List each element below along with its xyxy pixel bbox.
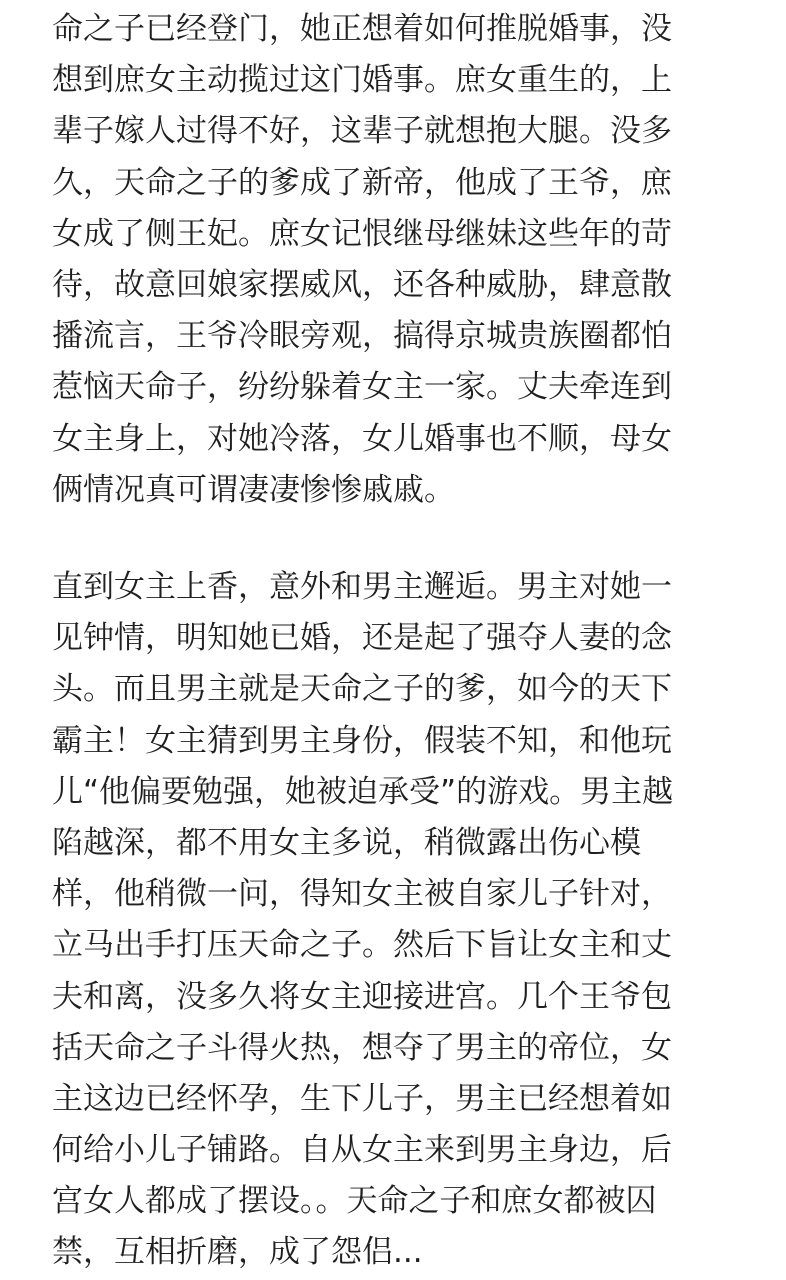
text-line: 俩情况真可谓凄凄惨惨戚戚。	[52, 471, 455, 508]
text-line: 禁，互相折磨，成了怨侣...	[52, 1234, 423, 1271]
text-line: 女成了侧王妃。庶女记恨继母继妹这些年的苛	[52, 215, 672, 252]
text-line: 括天命之子斗得火热，想夺了男主的帝位，女	[52, 1029, 672, 1066]
text-line: 久，天命之子的爹成了新帝，他成了王爷，庶	[52, 164, 672, 201]
text-line: 直到女主上香，意外和男主邂逅。男主对她一	[52, 569, 672, 605]
text-line: 见钟情，明知她已婚，还是起了强夺人妻的念	[52, 620, 672, 657]
text-line: 辈子嫁人过得不好，这辈子就想抱大腿。没多	[52, 113, 672, 150]
text-line: 想到庶女主动揽过这门婚事。庶女重生的，上	[52, 62, 672, 99]
text-line: 待，故意回娘家摆威风，还各种威胁，肆意散	[52, 266, 672, 303]
text-line: 播流言，王爷冷眼旁观，搞得京城贵族圈都怕	[52, 318, 672, 355]
text-line: 主这边已经怀孕，生下儿子，男主已经想着如	[52, 1080, 672, 1117]
text-line: 头。而且男主就是天命之子的爹，如今的天下	[52, 671, 672, 708]
text-line: 女主身上，对她冷落，女儿婚事也不顺，母女	[52, 420, 672, 457]
text-line: 宫女人都成了摆设。。天命之子和庶女都被囚	[52, 1183, 657, 1220]
text-line: 陷越深，都不用女主多说，稍微露出伤心模	[52, 824, 641, 861]
text-line: 何给小儿子铺路。自从女主来到男主身边，后	[52, 1132, 672, 1169]
text-line: 立马出手打压天命之子。然后下旨让女主和丈	[52, 927, 672, 964]
paragraph-1	[52, 4, 672, 516]
text-line: 儿“他偏要勉强，她被迫承受”的游戏。男主越	[52, 773, 674, 810]
text-line: 夫和离，没多久将女主迎接进宫。几个王爷包	[52, 978, 672, 1015]
paragraph-2	[52, 562, 673, 1279]
text-line: 样，他稍微一问，得知女主被自家儿子针对，	[52, 876, 672, 913]
text-line: 惹恼天命子，纷纷躲着女主一家。丈夫牵连到	[52, 369, 672, 406]
text-line: 霸主！女主猜到男主身份，假装不知，和他玩	[52, 722, 672, 759]
text-line: 命之子已经登门，她正想着如何推脱婚事，没	[52, 11, 672, 47]
